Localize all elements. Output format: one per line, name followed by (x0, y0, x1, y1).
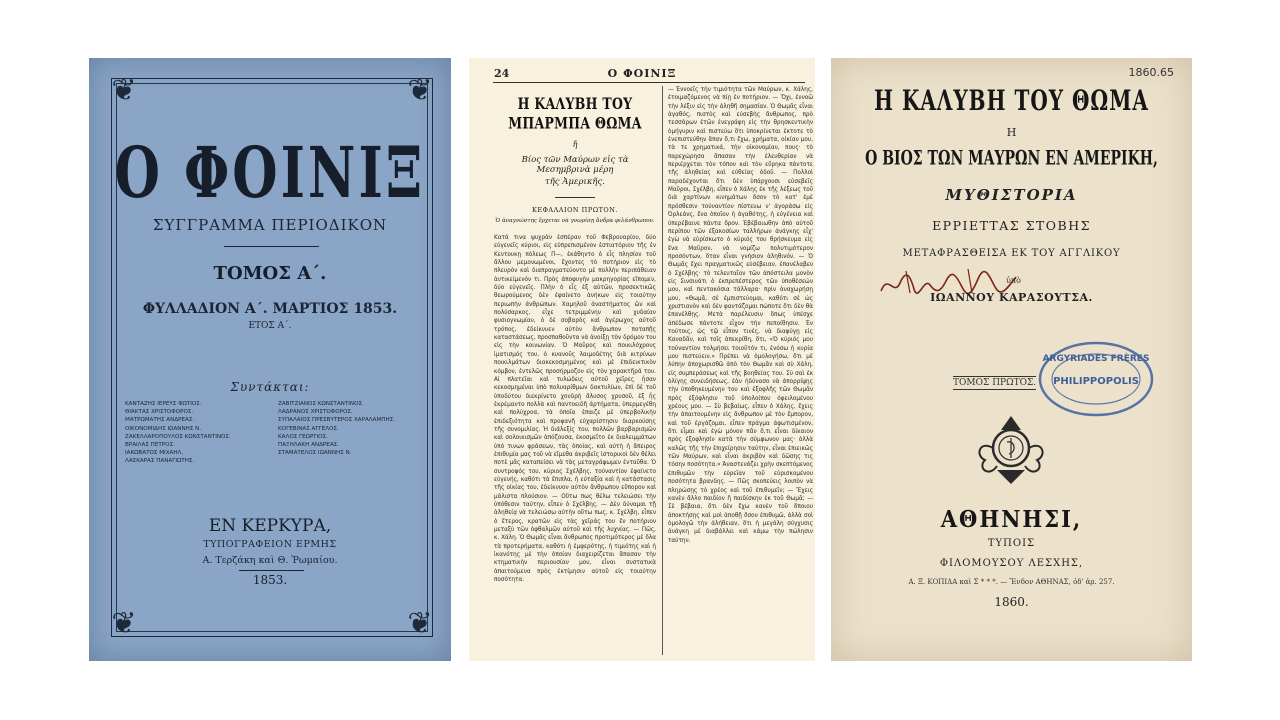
chapter-heading: ΚΕΦΑΛΑΙΟΝ ΠΡΩΤΟΝ. (531, 206, 618, 214)
ornament-corner-icon: ❦ (111, 73, 137, 108)
body-text: Κατά τινα ψυχρὰν ἑσπέραν τοῦ Φεβρουαρίου, δύο εὐγενεῖς κύριοι, εἰς εὐπρεπισμένον ἑστιατόριον τῆς ἐν Κεντουκῃ πόλεως Π—, ἐκάθηντο ὁ εἷς πλησίον τοῦ ἄλλου μεμονωμένοι, ἔχοντες τὸ ποτήριον εἰς τὸ πλευρὸν καὶ διαπραγματεύοντο μὲ πολλὴν περιπάθειαν ἀντικείμενόν τι. Πρὸς ἀποφυγὴν μακρηγορίας εἴπομεν, δύο εὐγενεῖς. Πλὴν ὁ εἷς ἐξ αὐτῶν, προσεκτικῶς θεωρούμενος δὲν ἐφαίνετο ἀνήκων εἰς τοιαύτην περιωπὴν ἀνθρώπων. Χαμηλοῦ ἀναστήματος ὢν καὶ πολύσαρκος, εἶχε τετριμμένην καὶ χυδαίαν φυσιογνωμίαν, ὁ δὲ σοβαρὸς καὶ ἀγέρωχος αὐτοῦ τρόπος, ἐδείκνυεν αὐτὸν ἄνθρωπον ποταπῆς καταστάσεως, προσπαθοῦντα νὰ ἀνοίξῃ τὸν δρόμον του εἰς τὴν κοινωνίαν. Ὁ Μαῦρος καὶ ποικιλόχρους ἱματισμός του, ὁ κυανοῦς λαιμοδέτης διὰ κιτρίνων ποικιλμάτων διακεκοσμημένος καὶ μὲ ἐπιδεικτικὸν κόμβον, ἐντελῶς προσήρμοζον εἰς τὸν χαρακτῆρά του. Αἱ πλατεῖαι καὶ τυλώδεις αὐτοῦ χεῖρες ἦσαν κεκοσμημέναι ὑπὸ πολυαρίθμων δακτυλίων, ἐπὶ δὲ τοῦ ὑποδύτου διεκρίνετο χονδρὴ ἅλυσος χρυσοῦ, ἐξ ἧς ἐκρέμαντο πολλὰ καὶ παντοειδῆ ἀρτήματα, ὑπερμεγέθη καὶ πολύχροα, τὰ ὁποῖα ἐπαιζε μὲ ὑπερβολικὴν ἐπιδεξιότητα καὶ προφανῆ εὐχαρίστησιν διαρκούσης τῆς συνομιλίας. Ἡ διάλεξίς του, πολλῶν βαρβαρισμῶν καὶ σολοικισμῶν ἀπόζουσα, ἐκοσμεῖτο ἐκ διαλειμμάτων ὑπό τινων φράσεων, τὰς ὁποίας, καὶ αὐτὴ ἡ ἄπειρος ἐπιθυμία μας τοῦ νὰ εἴμεθα ἀκριβεῖς ἱστορικοὶ δὲν θέλει ποτὲ μᾶς καταπείσει νὰ τὰς μεταγράψωμεν ἐνταῦθα. Ὁ συντροφός του, κύριος Σχέλβης, τοὐναντίον ἐφαίνετο εὐγενής, καθότι τὰ ἔπιπλα, ἡ εὐταξία καὶ ἡ κατάστασις τῆς οἰκίας του, ἐδείκνυον αὐτὸν ἄνθρωπον εὔπορον καὶ μάλιστα πλούσιον. — Οὕτω πως θέλω τελειώσει τὴν ὑπόθεσιν ταύτην, εἶπεν ὁ Σχέλβης. — Δὲν δύναμαι τῇ ἀληθείᾳ νὰ τελειώσω αὐτὴν οὕτω πως, κ. Σχέλβη, εἶπεν ὁ ἕτερος, κρατῶν εἰς τὰς χεῖράς του ἓν ποτήριον μεταξὺ τῶν ὀφθαλμῶν αὐτοῦ καὶ τῆς λυχνίας. — Πῶς, κ. Χάλη. Ὁ Θωμᾶς εἶναι ἄνθρωπος προτιμότερος μὲ ὅλα τὰ προτερήματα, καθότι ἡ ἐμφερότης, ἡ τιμιότης καὶ ἡ ἱκανότης μὲ τὴν ὁποίαν διαχειρίζεται ἅπασαν τὴν κτηματικὴν περιουσίαν μου, εἶναι συστατικὰ ἀπαιτούμενα πρὸς ἐκτίμησιν αὐτοῦ εἰς τοιαύτην ποσότητα. (494, 235, 656, 584)
contributor-name: ΠΑΞΗΛΑΚΗ ΑΝΔΡΕΑΣ. (278, 442, 339, 449)
cover-issue: ΦΥΛΛΑΔΙΟΝ Α΄. ΜΑΡΤΙΟΣ 1853. (142, 301, 398, 317)
stamp-text-bottom: PHILIPPOPOLIS (1053, 376, 1139, 387)
contributor-name: ΚΑΛΟΣ ΓΕΩΡΓΙΟΣ. (278, 433, 328, 440)
divider (239, 570, 304, 571)
contributors-list (125, 400, 423, 466)
ornament-corner-icon: ❦ (407, 606, 433, 641)
contributor-name: ΚΟΓΕΒΙΝΑΣ ΑΓΓΕΛΟΣ. (278, 425, 339, 432)
contributor-name: ΙΑΚΩΒΑΤΟΣ ΜΙΧΑΗΛ. (125, 450, 184, 457)
contributor-name: ΒΡΑΙΛΑΣ ΠΕΤΡΟΣ. (125, 442, 175, 449)
imprint-year: 1860. (994, 595, 1029, 609)
periodical-cover (89, 58, 451, 661)
ornament-corner-icon: ❦ (407, 73, 433, 108)
handwritten-note: 1860.65 (1128, 66, 1174, 79)
body-text: — Ἐννοεῖς τὴν τιμιότητα τῶν Μαύρων, κ. Χάλης, ἑτοιμαζόμενος νὰ πίῃ ἐν ποτήριον. — Ὄχι, ἐννοῶ τὴν λέξιν εἰς τὴν ἀληθῆ σημασίαν. Ὁ Θωμᾶς εἶναι ἀγαθός, πιστὸς καὶ εὐσεβὴς ἄνθρωπος, πρὸ τεσσάρων ἐτῶν ἐνεγράφη εἰς τὴν θρησκευτικὴν ὁμήγυριν καὶ πιστεύω ὅτι ὑποκρίνεται ἐκτοτε τὸ ἐνεπιστεύθην ἅπαν ὅ,τι ἔχω, χρήματα, οἰκίαν μου, τὰ τε χρηματικά, τὴν οἰκονομίαν, πους· τὸ παρεχώρησα ἅπασαν τὴν ἐλευθερίαν νὰ περιέρχεται τὸν τόπον καὶ τὸν εὕρηκα πάντοτε τῆς ἀληθείας καὶ εὐθείας ὁδοῦ. — Πολλοὶ παραδέχονται ὅτι δὲν ὑπάρχουσι εὐσεβεῖς Μαῦροι, Σχέλβη, εἶπεν ὁ Χάλης ἐκ τῆς λέξεως τοῦ διὰ χαρτίνων κινημάτων ὅσον τὸ κατ' ἐμὲ πρόσθεσιν τοὐναντίον πίστευω ν' ἀγοράσω εἰς Ὀρλεάνς, ἕνα ὁποῖον ἡ ἀγαθότης, ἡ εὐγένεια καὶ ὑπερέβαινε πάντα ὅρον. Ἐβέβαιωθην ἀπὸ αὐτοῦ περίπου τῶν ἑξακοσίων ταλλήρων ἀνάγκης εἶχ' ἐγὼ νὰ εὑρίσκωτο ὁ κύριός του θρήσκευμα εἰς ἕνα Μαῦρον, νὰ νομίζω πολυτιμότερον προσόντων, ὅταν εἶναι γνήσιον ἀληθινόν. — Ὁ Θωμᾶς ἔχει πραγματικῶς εὐσέβειαν, ἐπανέλαβεν ὁ Σχέλβης· τὸ τελευταῖον τῶν ἀπόστειλα μονὸν εἰς Σινσινάτι ὁ ἐκπρεπέστερος τῶν ὑποθέσεών μου, καὶ πεντακόσια τάλλαρα· πρὶν ἀναχωρήσῃ μου, «Θωμᾶ, σὲ ἐμπιστεύομαι, καθότι σὲ ὡς χριστιανὸν καὶ δὲν φαντάζομαι πώποτε ὅτι δὲν θὰ ἐπανέλθῃς. Μετὰ παρέλευσιν ὅπως ὑπέσχε ἀπέδωσε πάντοτε εἶχον τὴν πεποίθησιν. Ἐν τούτοις, ὡς τῷ εἶπον τινές, νὰ διαφύγῃ εἰς Καναδᾶν, καὶ τοῖς ἀπεκρίθη, ὅτι, «Ὁ κύριός μου τοὐναντίον τολμήσει τοιοῦτόν τι, ἐνόσω ἡ κυρία μου πιστεύειν.» Πρέπει νὰ ὁμολογήσω, ὅτι μὲ λύπην ἀποχωρισθῶ ἀπὸ τὸν Θωμᾶν καὶ σὺ Χάλη, εἰς συμπεράσεως καὶ τῆς βοηθείας του. Σὺ σαὶ ἐκ ὀλίγης συνειδήσεως, ἐὰν ἠδύνασο νὰ ἀπορρίψῃς τὴν ὑποθηκευμένην του καὶ ἐξοφλῆς τῶν Θωμᾶν πρὸς ἐξόφλησιν τοῦ ὑπολοίπου ὀφειλομένου χρέους μου. — Σὺ βεβαίως, εἶπεν ὁ Χάλης, ἔχεις τὴν ἀπαιτουμένην εἰς ἄνθρωπον μὲ τὸν ἔμπορον, καὶ τοῦ ἐργάζομαι, εἶπεν πράγμα ἀφωτισμένον, ὅτι εἶμαι καὶ ἐγὼ μόνον πᾶν ὅ,τι εἶναι δίκαιον πρὸς ἐξοφλησίν κατὰ τὴν σύμφωνον μας· ἀλλὰ καλῶς τῆς τὴν ἐπιχείρησιν ταύτην, εἶναι ἐπιεικῶς τῶν Μαύρων, καὶ εἶναι ἀκριβὸν καὶ δῶσης τις τόσην ποσότητα.» Ἀναστενάζει χρὴν σκεπτόμενος ἐπιθυμῶν τὴν εὐρεῖαν τοῦ εὐρισκομένου ποσότητα βρανδης. — Πῶς σκοπεύεις λοιπὸν νὰ πληρώσῃς τὸ χρέος καὶ τοῦ ἐπιθυμεῖν; — Ἔχεις κανὲν ἄλλο παιδίον ἢ παιδίσκην ἐκ τοῦ Θωμᾶ; — Σὲ βέβαια, ὅτι δὲν ἔχω κανὲν τοῦ ὅποιου ἀποκτήσῃς καὶ μοὶ ἀποθῇ ὅσον ἐπιθυμῶ, ἀλλὰ σοὶ ὁμολογῶ τὴν ἀλήθειαν, ὅτι ἡ μεγάλη σύγχυσις ἀνάγκη μὲ διαβάλλει καὶ κάμω τὴν πώλησιν ταύτην. (668, 87, 813, 544)
contributors-heading: Συντάκται: (230, 380, 310, 394)
contributor-name: ΖΑΚΕΛΛΑΡΟΠΟΥΛΟΣ ΚΩΝΣΤΑΝΤΙΝΟΣ. (125, 433, 231, 440)
contributor-name: ΚΑΝΤΑΖΗΣ ΙΕΡΕΥΣ ΦΩΤΙΟΣ. (125, 401, 202, 407)
imprint-typois: ΤΥΠΟΙΣ (987, 538, 1036, 549)
cover-title: Ο ΦΟΙΝΙΞ (114, 132, 426, 215)
article-subtitle: τῆς Ἀμερικῆς. (545, 177, 605, 187)
title-conjunction: Η (1006, 126, 1017, 139)
genre-label: ΜΥΘΙΣΤΟΡΙΑ (945, 186, 1078, 204)
right-column (668, 86, 813, 655)
book-subtitle: Ο ΒΙΟΣ ΤΩΝ ΜΑΥΡΩΝ ΕΝ ΑΜΕΡΙΚΗ, (865, 147, 1158, 171)
contributor-name: ΘΙΑΚΤΑΣ ΧΡΙΣΤΟΦΟΡΟΣ. (125, 409, 194, 416)
article-conjunction: ἤ (572, 140, 578, 149)
stamp-text-top: ARGYRIADES FRÈRES (1042, 354, 1150, 364)
contributor-name: ΣΥΠΑΛΑΙΟΣ ΠΡΕΣΒΥΤΕΡΟΣ ΧΑΡΑΛΑΜΠΗΣ. (278, 417, 396, 424)
contributor-name: ΜΑΤΡΩΜΑΤΗΣ ΑΝΔΡΕΑΣ. (125, 417, 195, 424)
book-title-page (831, 58, 1192, 661)
contributor-name: ΟΙΚΟΝΟΜΙΔΗΣ ΙΩΑΝΝΗΣ Ν. (125, 425, 202, 432)
cover-year-label: ΕΤΟΣ Α΄. (248, 321, 292, 331)
cover-place: ΕΝ ΚΕΡΚΥΡΑ, (208, 516, 332, 536)
imprint-address: Α. Ξ. ΚΟΠΙΔΑ καὶ Σ * * *. — Ἔνδον ΑΘΗΝΑΣ, ὁδ' ἀρ. 257. (908, 578, 1115, 586)
running-header: Ο ΦΟΙΝΙΞ (607, 67, 677, 80)
column-divider (662, 86, 663, 655)
author-name: ΕΡΡΙΕΤΤΑΣ ΣΤΟΒΗΣ (932, 218, 1091, 233)
cover-printer: ΤΥΠΟΓΡΑΦΕΙΟΝ ΕΡΜΗΣ (203, 539, 337, 550)
imprint-printer: ΦΙΛΟΜΟΥΣΟΥ ΛΕΣΧΗΣ, (939, 558, 1084, 569)
page-number: 24 (494, 67, 510, 80)
cover-subtitle: ΣΥΓΓΡΑΜΜΑ ΠΕΡΙΟΔΙΚΟΝ (152, 216, 388, 234)
contributor-name: ΣΤΑΜΑΤΕΛΟΣ ΙΩΑΝΝΗΣ Ν. (278, 450, 352, 457)
translator-name: ΙΩΑΝΝΟΥ ΚΑΡΑΣΟΥΤΣΑ. (930, 291, 1093, 304)
contributor-name: ΛΑΔΡΑΝΟΣ ΧΡΙΣΤΟΦΟΡΟΣ. (278, 409, 353, 416)
article-title: Η ΚΑΛΥΒΗ ΤΟΥ ΜΠΑΡΜΠΑ ΘΩΜΑ (508, 93, 642, 133)
translator-preposition: ὑπὸ (1006, 276, 1021, 285)
left-column (494, 86, 656, 655)
contributor-name (278, 457, 423, 465)
cover-volume: ΤΟΜΟΣ Α΄. (213, 263, 327, 284)
contributor-name: ΛΑΣΚΑΡΑΣ ΠΑΝΑΓΙΩΤΗΣ. (125, 458, 195, 465)
divider (224, 246, 319, 247)
printer-ornament-icon (967, 408, 1055, 488)
divider (555, 197, 595, 198)
chapter-epigraph: Ὁ ἀναγνώστης ἔρχεται νὰ γνωρίσῃ ἄνδρα φιλάνθρωπον. (495, 218, 655, 224)
imprint-place: ΑΘΗΝΗΣΙ, (940, 504, 1083, 533)
book-title: Η ΚΑΛΥΒΗ ΤΟΥ ΘΩΜΑ (874, 83, 1149, 117)
periodical-page (469, 58, 815, 661)
translation-note: ΜΕΤΑΦΡΑΣΘΕΙΣΑ ΕΚ ΤΟΥ ΑΓΓΛΙΚΟΥ (902, 248, 1121, 259)
header-rule (493, 82, 805, 83)
ornament-corner-icon: ❦ (111, 606, 137, 641)
volume-label: ΤΟΜΟΣ ΠΡΩΤΟΣ. (953, 378, 1037, 388)
cover-publishers: Α. Τερζάκη καὶ Θ. Ῥωμαίου. (202, 555, 338, 566)
article-subtitle: Βίος τῶν Μαύρων εἰς τὰ Μεσημβρινὰ μέρη (521, 155, 629, 175)
contributor-name: ΖΑΒΙΤΖΙΑΝΟΣ ΚΩΝΣΤΑΝΤΙΝΟΣ. (278, 401, 364, 407)
cover-year: 1853. (252, 573, 288, 587)
